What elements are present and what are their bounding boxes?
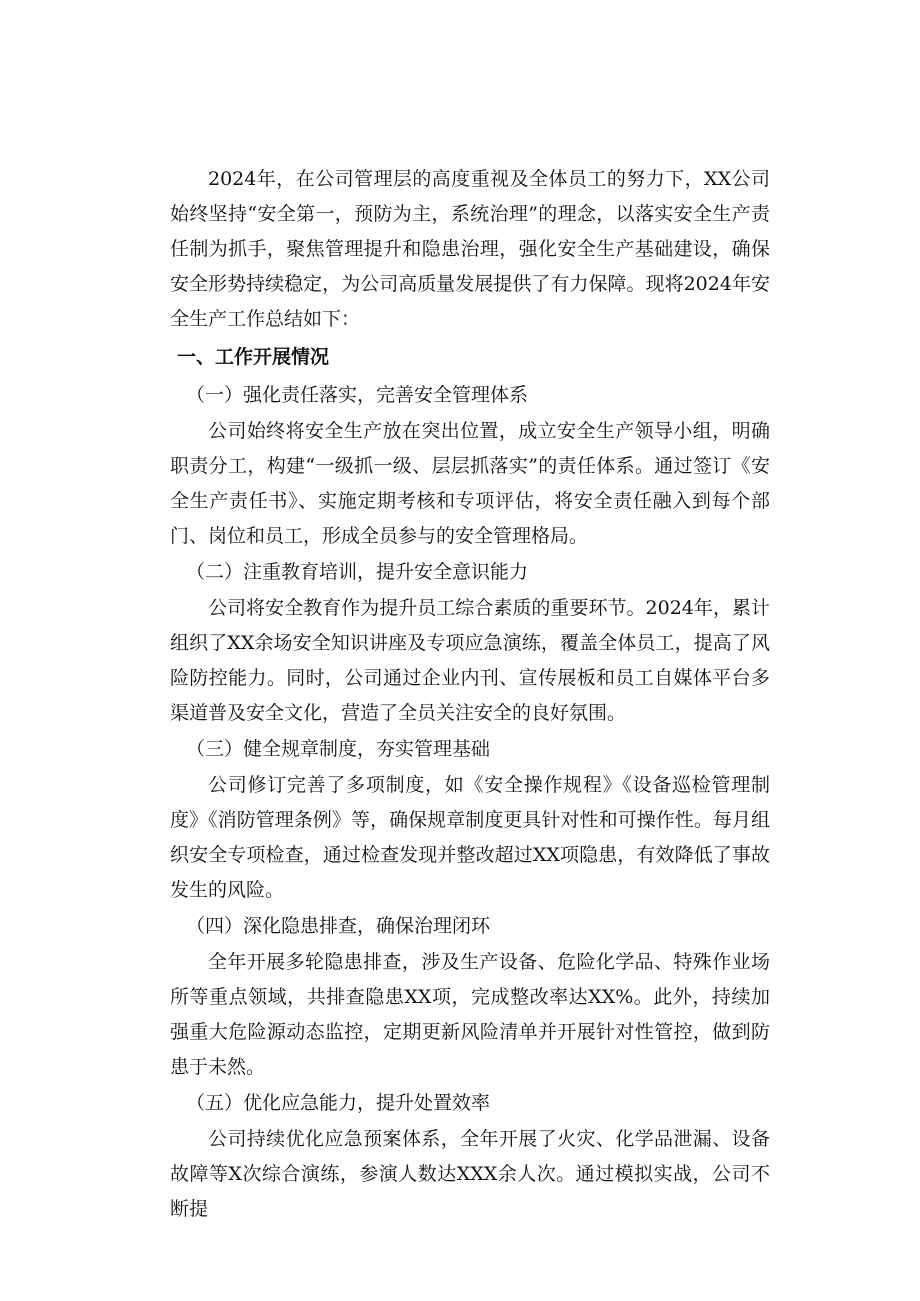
subsection-paragraph-4: 全年开展多轮隐患排查，涉及生产设备、危险化学品、特殊作业场所等重点领域，共排查隐患XX项，完成整改率达XX%。此外，持续加强重大危险源动态监控，定期更新风险清单并开展针对性管控，做到防患于未然。 [170, 951, 770, 1078]
section-heading-work-overview: 一、工作开展情况 [177, 346, 330, 368]
subsection-paragraph-2: 公司将安全教育作为提升员工综合素质的重要环节。2024年，累计组织了XX余场安全知识讲座及专项应急演练，覆盖全体员工，提高了风险防控能力。同时，公司通过企业内刊、宣传展板和员工自媒体平台多渠道普及安全文化，营造了全员关注安全的良好氛围。 [170, 597, 770, 724]
subsection-paragraph-1: 公司始终将安全生产放在突出位置，成立安全生产领导小组，明确职责分工，构建“一级抓一级、层层抓落实”的责任体系。通过签订《安全生产责任书》、实施定期考核和专项评估，将安全责任融入到每个部门、岗位和员工，形成全员参与的安全管理格局。 [170, 420, 770, 547]
subsection-heading-2: （二）注重教育培训，提升安全意识能力 [186, 561, 529, 583]
subsection-heading-3: （三）健全规章制度，夯实管理基础 [186, 738, 491, 760]
document-body [170, 162, 770, 1227]
subsection-paragraph-3: 公司修订完善了多项制度，如《安全操作规程》《设备巡检管理制度》《消防管理条例》等，确保规章制度更具针对性和可操作性。每月组织安全专项检查，通过检查发现并整改超过XX项隐患，有效降低了事故发生的风险。 [170, 774, 770, 901]
subsection-heading-5: （五）优化应急能力，提升处置效率 [186, 1092, 491, 1114]
intro-paragraph: 2024年，在公司管理层的高度重视及全体员工的努力下，XX公司始终坚持“安全第一，预防为主，系统治理”的理念，以落实安全生产责任制为抓手，聚焦管理提升和隐患治理，强化安全生产基础建设，确保安全形势持续稳定，为公司高质量发展提供了有力保障。现将2024年安全生产工作总结如下： [170, 168, 770, 330]
subsection-paragraph-5: 公司持续优化应急预案体系，全年开展了火灾、化学品泄漏、设备故障等X次综合演练，参演人数达XXX余人次。通过模拟实战，公司不断提 [170, 1128, 770, 1220]
subsection-heading-1: （一）强化责任落实，完善安全管理体系 [186, 384, 529, 406]
subsection-heading-4: （四）深化隐患排查，确保治理闭环 [186, 915, 491, 937]
